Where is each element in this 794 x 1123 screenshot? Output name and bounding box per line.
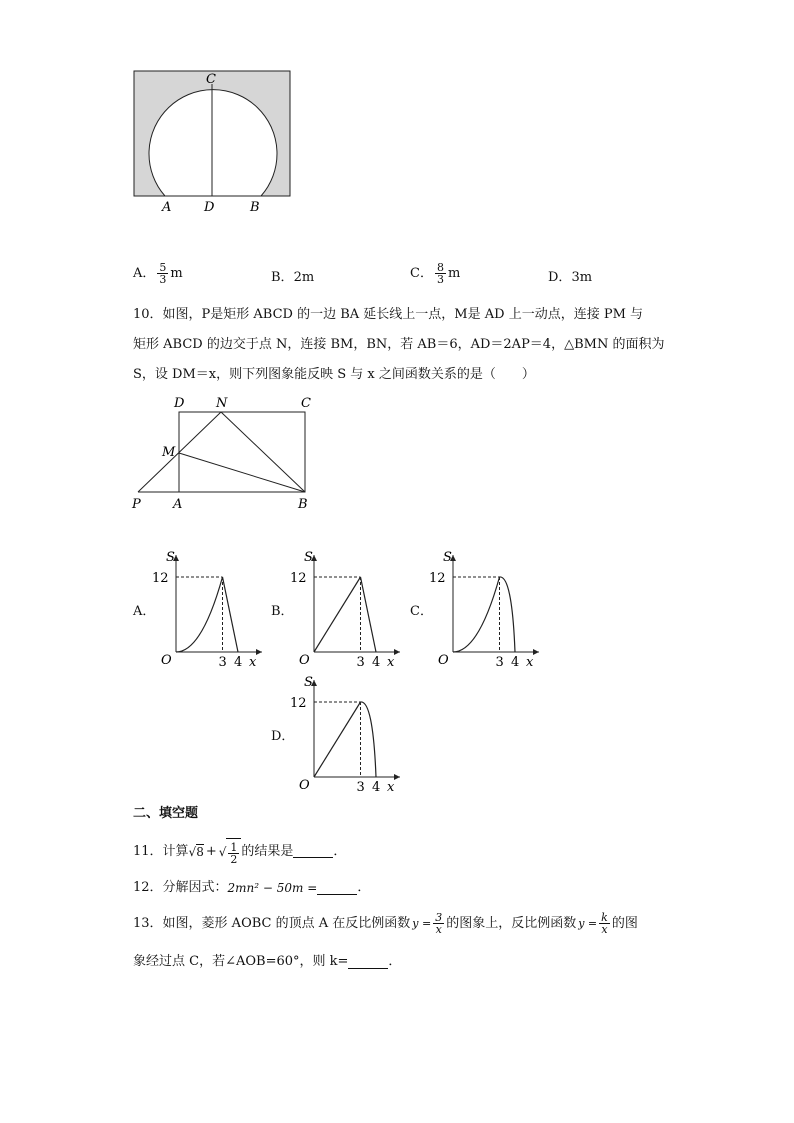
- label-b: B: [250, 200, 260, 215]
- label-d: D: [174, 396, 185, 411]
- q10-line-3: S，设 DM＝x，则下列图象能反映 S 与 x 之间函数关系的是（ ）: [133, 367, 535, 382]
- q9-option-a[interactable]: A． $\frac{5}{3}$ m: [133, 261, 183, 286]
- curve-rising: [176, 577, 223, 652]
- x-axis-arrow: [256, 649, 262, 655]
- label-s: S: [166, 550, 175, 565]
- tick-label-12: 12: [290, 571, 307, 586]
- tick-label-3: 3: [356, 780, 365, 795]
- answer-blank[interactable]: [348, 956, 388, 969]
- graph-b-letter[interactable]: B．: [271, 604, 294, 619]
- sqrt-8: √8: [188, 844, 204, 859]
- graph-a-letter[interactable]: A．: [133, 604, 156, 619]
- tick-label-4: 4: [234, 655, 243, 670]
- label-origin: O: [161, 653, 172, 668]
- label-x: x: [249, 655, 257, 670]
- tick-label-4: 4: [511, 655, 520, 670]
- label-a: A: [162, 200, 172, 215]
- line-falling: [361, 577, 377, 652]
- figure-q10: [128, 390, 328, 520]
- answer-blank[interactable]: [317, 882, 357, 895]
- fraction: $\frac{8}{3}$: [436, 261, 444, 286]
- label-n: N: [216, 396, 228, 411]
- label-x: x: [526, 655, 534, 670]
- label-c: C: [301, 396, 311, 411]
- label-s: S: [443, 550, 452, 565]
- q10-line-2: 矩形 ABCD 的边交于点 N，连接 BM，BN，若 AB＝6，AD＝2AP＝4，△BMN 的面积为: [133, 337, 665, 352]
- figure-q9: [128, 66, 298, 216]
- tick-label-12: 12: [429, 571, 446, 586]
- line-rising: [314, 577, 361, 652]
- line-falling: [223, 577, 239, 652]
- q13-line-2: 象经过点 C，若∠AOB=60°，则 k= ．: [133, 954, 402, 969]
- tick-label-4: 4: [372, 655, 381, 670]
- x-axis-arrow: [394, 774, 400, 780]
- tick-label-4: 4: [372, 780, 381, 795]
- segment-bm: [179, 453, 305, 492]
- label-origin: O: [438, 653, 449, 668]
- fraction-k-over-x: $\frac{k}{x}$: [601, 911, 608, 936]
- curve-rising: [453, 577, 500, 652]
- label-b: B: [298, 497, 308, 512]
- label-a: A: [173, 497, 183, 512]
- label-s: S: [304, 550, 313, 565]
- graph-b[interactable]: [288, 545, 408, 673]
- x-axis-arrow: [394, 649, 400, 655]
- fraction: $\frac{5}{3}$: [159, 261, 167, 286]
- tick-label-12: 12: [290, 696, 307, 711]
- label-p: P: [132, 497, 141, 512]
- q9-option-c[interactable]: C． $\frac{8}{3}$ m: [410, 261, 461, 286]
- x-axis-arrow: [533, 649, 539, 655]
- answer-blank[interactable]: [293, 845, 333, 858]
- tick-label-3: 3: [218, 655, 227, 670]
- line-rising: [314, 702, 361, 777]
- q13-line-1: 13．如图，菱形 AOBC 的顶点 A 在反比例函数 y = $\frac{3}{x}$ 的图象上，反比例函数 y = $\frac{k}{x}$ 的图: [133, 911, 638, 936]
- label-x: x: [387, 655, 395, 670]
- q12: 12．分解因式： 2mn² − 50m = ．: [133, 880, 371, 895]
- label-x: x: [387, 780, 395, 795]
- graph-d[interactable]: [288, 670, 408, 798]
- q11: 11．计算 √8 + √ $\frac{1}{2}$ 的结果是 ．: [133, 838, 346, 865]
- fraction-3-over-x: $\frac{3}{x}$: [435, 911, 443, 936]
- graph-a[interactable]: [150, 545, 270, 673]
- label-d: D: [204, 200, 215, 215]
- label-m: M: [162, 445, 176, 460]
- q9-option-d[interactable]: D． 3m: [548, 270, 593, 285]
- tick-label-12: 12: [152, 571, 169, 586]
- segment-bn: [221, 412, 305, 492]
- curve-falling: [361, 702, 377, 777]
- sqrt-fraction: √ $\frac{1}{2}$: [219, 838, 242, 865]
- graph-c[interactable]: [427, 545, 547, 673]
- section-title: 二、填空题: [133, 806, 199, 821]
- q12-expression: 2mn² − 50m =: [227, 881, 318, 895]
- graph-d-letter[interactable]: D．: [271, 729, 295, 744]
- tick-label-3: 3: [495, 655, 504, 670]
- q9-option-b[interactable]: B． 2m: [271, 270, 315, 285]
- label-s: S: [304, 675, 313, 690]
- label-origin: O: [299, 778, 310, 793]
- tick-label-3: 3: [356, 655, 365, 670]
- graph-c-letter[interactable]: C．: [410, 604, 433, 619]
- rectangle-abcd: [179, 412, 305, 492]
- curve-falling: [500, 577, 516, 652]
- q10-line-1: 10．如图，P是矩形 ABCD 的一边 BA 延长线上一点，M是 AD 上一动点，连接 PM 与: [133, 307, 644, 322]
- label-c: C: [206, 72, 216, 87]
- label-origin: O: [299, 653, 310, 668]
